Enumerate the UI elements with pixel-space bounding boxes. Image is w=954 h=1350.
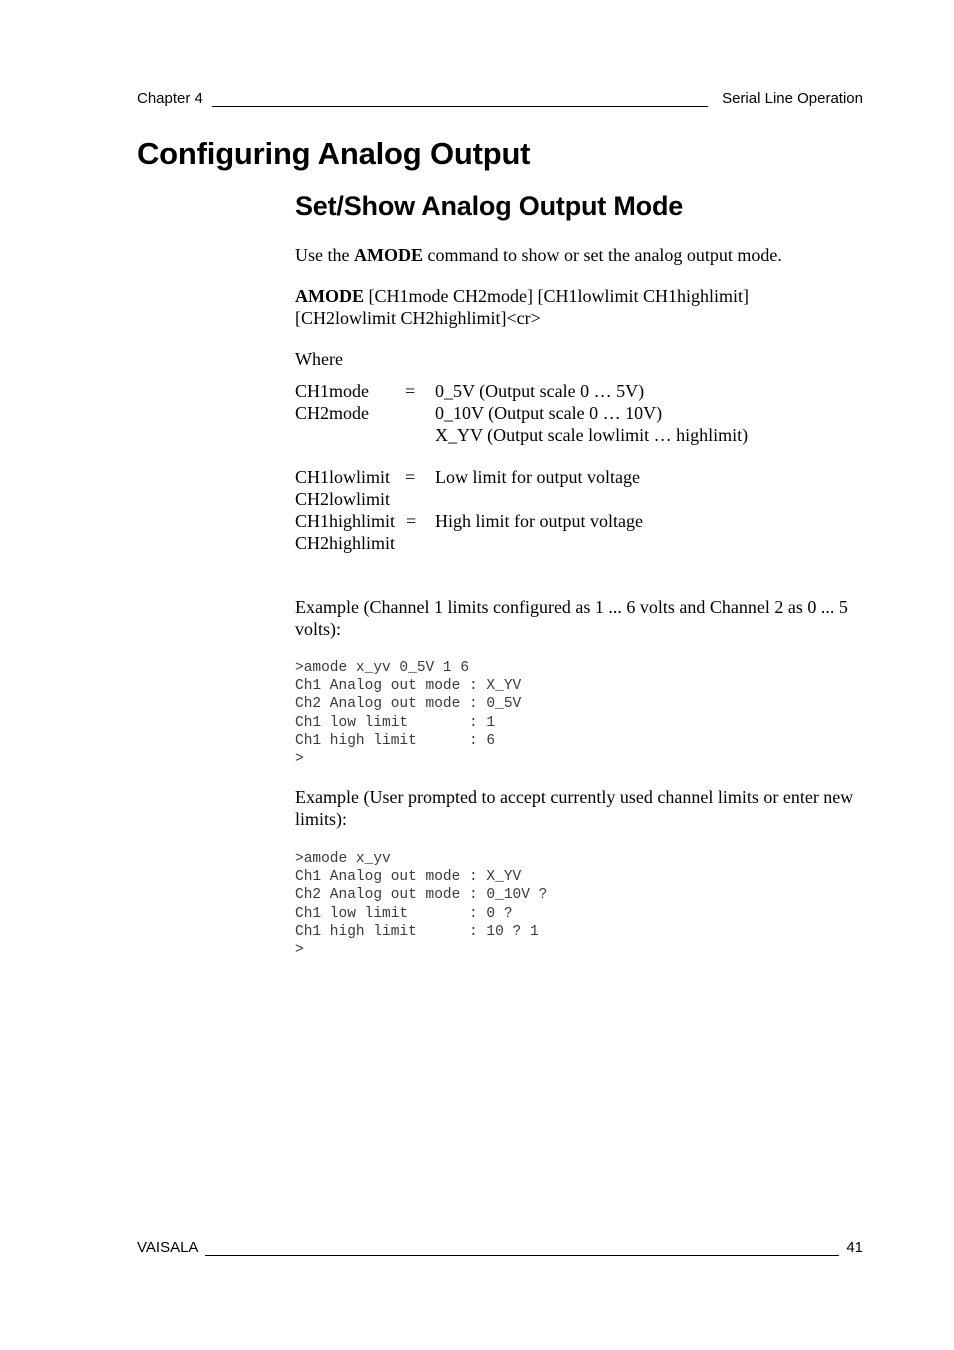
header-rule (212, 106, 708, 107)
page-title: Configuring Analog Output (137, 136, 531, 171)
mode-value-0-5v: 0_5V (Output scale 0 … 5V) (435, 381, 645, 401)
where-label: Where (295, 349, 343, 369)
example-2-text: Example (User prompted to accept currently used channel limits or enter new limits): (295, 787, 854, 829)
header-chapter: Chapter 4 (137, 90, 203, 107)
param-mode-equals: = (405, 381, 416, 401)
example-2-code: >amode x_yv Ch1 Analog out mode : X_YV Ch2 Analog out mode : 0_10V ? Ch1 low limit : 0 ? Ch1 high limit : 10 ? 1 > (295, 851, 548, 959)
param-high-equals: = (406, 511, 417, 531)
page-number: 41 (846, 1239, 863, 1256)
syntax-line-2: [CH2lowlimit CH2highlimit]<cr> (295, 308, 541, 328)
section-title: Set/Show Analog Output Mode (295, 191, 684, 221)
param-ch2lowlimit: CH2lowlimit (295, 489, 391, 509)
mode-value-x-yv: X_YV (Output scale lowlimit … highlimit) (435, 425, 749, 445)
param-ch2mode: CH2mode (295, 403, 369, 423)
mode-value-0-10v: 0_10V (Output scale 0 … 10V) (435, 403, 663, 423)
intro-post: command to show or set the analog output mode. (422, 245, 782, 265)
footer-rule (205, 1255, 839, 1256)
intro-pre: Use the (295, 245, 354, 265)
syntax-block (295, 285, 749, 329)
param-ch2highlimit: CH2highlimit (295, 533, 396, 553)
footer-brand: VAISALA (137, 1239, 199, 1256)
param-low-equals: = (405, 467, 416, 487)
low-limit-description: Low limit for output voltage (435, 467, 640, 487)
syntax-args-1: [CH1mode CH2mode] [CH1lowlimit CH1highlimit] (364, 286, 749, 306)
syntax-command: AMODE (295, 286, 364, 306)
intro-paragraph (295, 244, 782, 266)
example-1-text: Example (Channel 1 limits configured as 1 ... 6 volts and Channel 2 as 0 ... 5 volts): (295, 597, 848, 639)
syntax-line-1 (295, 285, 749, 307)
param-ch1highlimit: CH1highlimit (295, 511, 396, 531)
param-ch1mode: CH1mode (295, 381, 369, 401)
header-section: Serial Line Operation (722, 90, 863, 107)
high-limit-description: High limit for output voltage (435, 511, 643, 531)
intro-command: AMODE (353, 245, 423, 265)
example-1-code: >amode x_yv 0_5V 1 6 Ch1 Analog out mode : X_YV Ch2 Analog out mode : 0_5V Ch1 low limit : 1 Ch1 high limit : 6 > (295, 660, 522, 768)
param-ch1lowlimit: CH1lowlimit (295, 467, 391, 487)
